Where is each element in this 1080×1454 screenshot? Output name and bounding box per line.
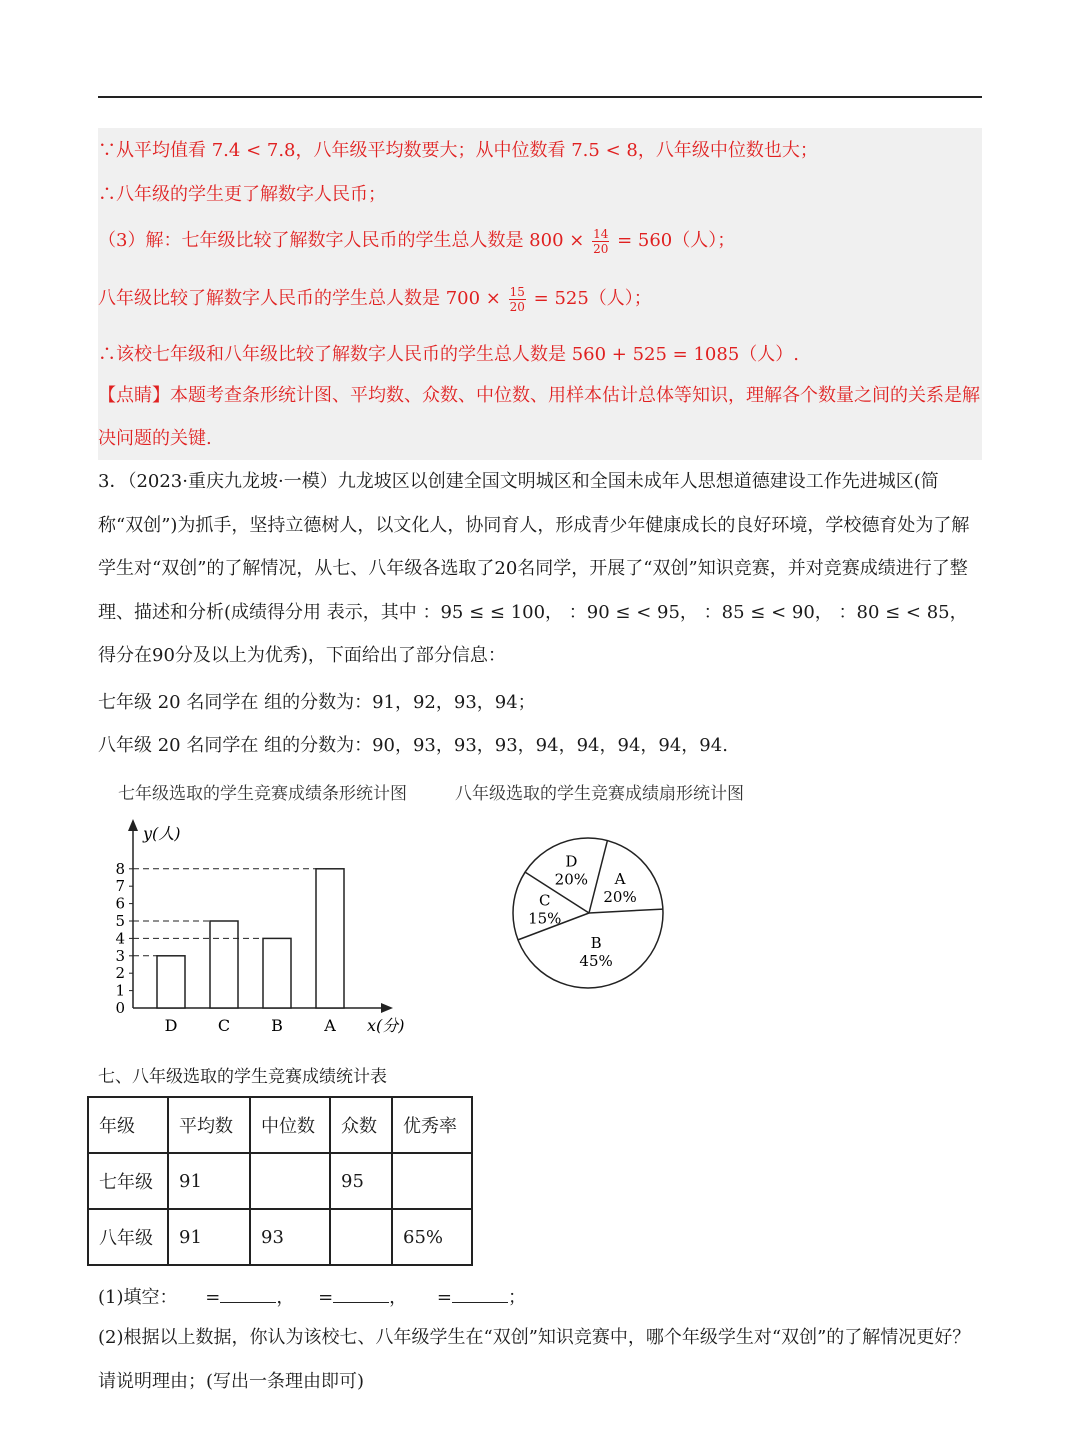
slice-percent-C: 15%: [528, 909, 562, 928]
solution-line-3: [98, 226, 735, 256]
table-cell: 91: [168, 1209, 250, 1265]
slice-percent-A: 20%: [603, 888, 637, 907]
answer-blank-3[interactable]: [452, 1286, 508, 1303]
fraction-numerator: 15: [509, 284, 525, 299]
answer-blank-1[interactable]: [220, 1286, 276, 1303]
sub1-prefix: (1)填空：: [98, 1287, 178, 1308]
question-text: 3．（2023·重庆九龙坡·一模）九龙坡区以创建全国文明城区和全国未成年人思想道德建设工作先进城区(简称“双创”)为抓手，坚持立德树人，以文化人，协同育人，形成青少年健康成长的良好环境，学校德育处为了解学生对“双创”的了解情况，从七、八年级各选取了20名同学，开展了“双创”知识竞赛，并对竞赛成绩进行了整理、描述和分析(成绩得分用 表示，其中 ：95 ≤ ≤ 100， ：90 ≤ < 95， ：85 ≤ < 90， ：80 ≤ < 85，得分在90分及以上为优秀)，下面给出了部分信息：: [98, 471, 970, 666]
slice-label-B: B: [590, 934, 602, 953]
header-rule: [98, 96, 982, 98]
table-cell: 65%: [392, 1209, 472, 1265]
line3-suffix: = 560（人）；: [617, 230, 736, 251]
y-tick-label: 1: [115, 981, 125, 1000]
sub1-eq1: =: [205, 1287, 221, 1308]
table-header-cell: 众数: [330, 1097, 392, 1153]
x-tick-label: D: [164, 1016, 178, 1035]
bar-chart-caption: 七年级选取的学生竞赛成绩条形统计图: [118, 784, 407, 804]
solution-box: [98, 128, 982, 460]
sub1-eq2: =: [318, 1287, 334, 1308]
bar-C: [210, 921, 238, 1008]
pie-chart-caption: 八年级选取的学生竞赛成绩扇形统计图: [455, 784, 744, 804]
table-cell: 93: [250, 1209, 330, 1265]
slice-label-D: D: [565, 852, 578, 871]
bar-D: [157, 956, 185, 1008]
y-tick-label: 2: [115, 964, 125, 983]
table-header-cell: 年级: [88, 1097, 168, 1153]
y-tick-label: 3: [115, 946, 125, 965]
solution-comment: 【点睛】本题考查条形统计图、平均数、众数、中位数、用样本估计总体等知识，理解各个数量之间的关系是解决问题的关键.: [98, 385, 980, 449]
solution-line-1: ∵从平均值看 7.4 < 7.8，八年级平均数要大；从中位数看 7.5 < 8，八年级中位数也大；: [98, 140, 818, 161]
y-tick-label: 6: [115, 894, 125, 913]
table-cell: 91: [168, 1153, 250, 1209]
grade8-group-scores: 八年级 20 名同学在 组的分数为：90，93，93，93，94，94，94，94，94.: [98, 735, 728, 756]
fraction-denominator: 20: [593, 241, 609, 256]
slice-percent-B: 45%: [579, 952, 613, 971]
fraction-denominator: 20: [509, 299, 525, 314]
table-header-cell: 优秀率: [392, 1097, 472, 1153]
y-tick-label: 4: [115, 929, 125, 948]
sub1-eq3: =: [436, 1287, 452, 1308]
y-axis-arrow: [128, 819, 138, 831]
pie-chart: [500, 830, 680, 1000]
line4-prefix: 八年级比较了解数字人民币的学生总人数是 700 ×: [98, 288, 501, 309]
table-cell: [330, 1209, 392, 1265]
bar-B: [263, 938, 291, 1008]
answer-blank-2[interactable]: [333, 1286, 389, 1303]
y-tick-label: 0: [115, 999, 125, 1017]
y-axis-label: y(人): [143, 824, 181, 843]
bar-A: [316, 869, 344, 1008]
x-tick-label: B: [271, 1016, 283, 1035]
y-tick-label: 5: [115, 912, 125, 930]
x-axis-label: x(分): [367, 1016, 405, 1035]
slice-percent-D: 20%: [554, 870, 589, 889]
slice-label-C: C: [538, 891, 551, 910]
fraction-14-20: [592, 227, 609, 256]
fraction-numerator: 14: [593, 226, 609, 241]
sub1-end: ；: [507, 1287, 526, 1308]
sub-question-2: (2)根据以上数据，你认为该校七、八年级学生在“双创”知识竞赛中，哪个年级学生对“双创”的了解情况更好？请说明理由；(写出一条理由即可): [98, 1327, 971, 1392]
sub-question-1: (1)填空： = ， = ， = ；: [98, 1287, 526, 1308]
fraction-15-20: [509, 285, 526, 314]
table-row: [88, 1153, 472, 1209]
table-cell: [392, 1153, 472, 1209]
table-cell: 95: [330, 1153, 392, 1209]
table-caption: 七、八年级选取的学生竞赛成绩统计表: [98, 1067, 387, 1087]
table-cell: [250, 1153, 330, 1209]
stats-table: [87, 1096, 473, 1266]
x-tick-label: C: [217, 1016, 231, 1035]
solution-line-4: [98, 284, 652, 314]
x-axis-arrow: [381, 1003, 393, 1013]
line4-suffix: = 525（人）；: [533, 288, 652, 309]
table-cell: 七年级: [88, 1153, 168, 1209]
slice-label-A: A: [614, 870, 626, 889]
table-header-row: [88, 1097, 472, 1153]
y-tick-label: 8: [115, 859, 125, 878]
solution-line-5: ∴该校七年级和八年级比较了解数字人民币的学生总人数是 560 + 525 = 1085（人）.: [98, 344, 800, 365]
y-tick-label: 7: [115, 877, 125, 896]
table-header-cell: 中位数: [250, 1097, 330, 1153]
x-tick-label: A: [324, 1016, 336, 1035]
grade7-group-scores: 七年级 20 名同学在 组的分数为：91，92，93，94；: [98, 692, 536, 713]
bar-chart: [95, 815, 425, 1045]
line3-prefix: （3）解：七年级比较了解数字人民币的学生总人数是 800 ×: [98, 230, 585, 251]
table-cell: 八年级: [88, 1209, 168, 1265]
table-row: [88, 1209, 472, 1265]
solution-line-2: ∴八年级的学生更了解数字人民币；: [98, 184, 386, 205]
table-header-cell: 平均数: [168, 1097, 250, 1153]
